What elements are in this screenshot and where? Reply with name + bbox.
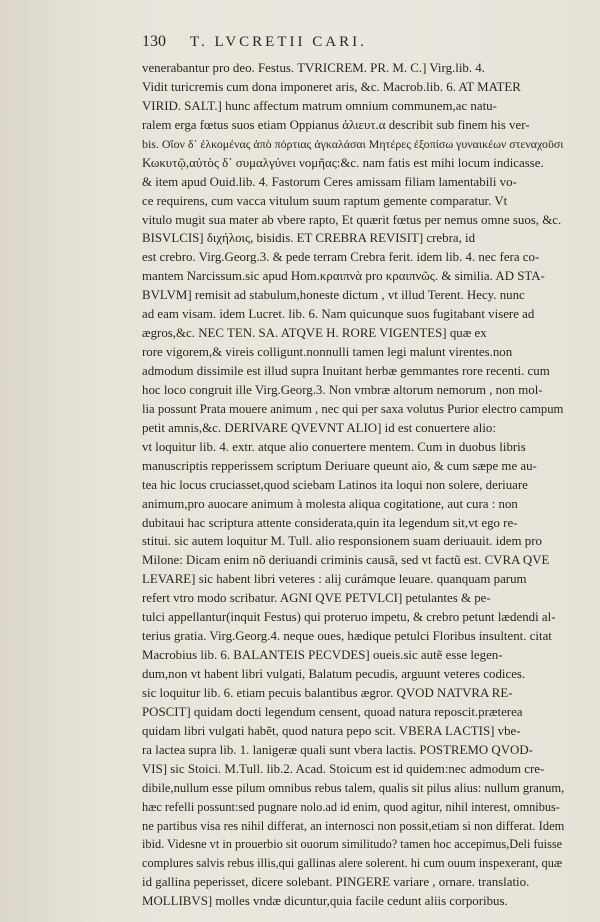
text-line: dibile,nullum esse pilum omnibus rebus talem, qualis sit pilus alius: nullum granum, [142, 780, 564, 795]
text-line: VIRID. SALT.] hunc affectum matrum omnium communem,ac natu- [142, 98, 497, 113]
text-line: LEVARE] sic habent libri veteres : alij curámque leuare. quanquam parum [142, 572, 527, 587]
text-line: POSCIT] quidam docti legendum censent, quoad natura reposcit.præterea [142, 704, 523, 719]
text-line: est crebro. Virg.Georg.3. & pede terram Crebra ferit. idem lib. 4. nec fera co- [142, 250, 540, 265]
text-line: admodum dissimile est illud supra Inuitant herbæ gemmantes rore recenti. cum [142, 364, 550, 378]
text-line: dubitaui hac scriptura attente considerata,quin ita legendum sit,vt ego re- [142, 515, 518, 530]
text-line: BVLVM] remisit ad stabulum,honeste dictum , vt illud Terent. Hecy. nunc [142, 288, 525, 303]
text-line: stitui. sic autem loquitur M. Tull. alio responsionem suam deriuauit. idem pro [142, 534, 542, 549]
text-line: terius gratia. Virg.Georg.4. neque oues, hædique petulci Floribus insultent. citat [142, 629, 552, 644]
text-line: manuscriptis repperissem scriptum Deriuare queunt aio, & cum sæpe me au- [142, 458, 537, 473]
text-line: quidam libri vulgati habẽt, quod natura pepo scit. VBERA LACTIS] vbe- [142, 723, 521, 738]
text-line: Vidit turicremis cum dona imponeret aris, &c. Macrob.lib. 6. AT MATER [142, 79, 521, 94]
text-line: Macrobius lib. 6. BALANTEIS PECVDES] oueis.sic autẽ esse legen- [142, 648, 503, 663]
text-line: ad eam visam. idem Lucret. lib. 6. Nam quicunque suos fugitabant visere ad [142, 307, 535, 322]
text-line: ibid. Videsne vt in prouerbio sit ouorum similitudo? tamen hoc accepimus,Deli fuisse [142, 837, 563, 852]
text-line: dum,non vt habent libri vulgati, Balatum pecudis, arguunt veteres codices. [142, 667, 526, 681]
text-line: sic loquitur lib. 6. etiam pecuis balantibus ægror. QVOD NATVRA RE- [142, 685, 513, 700]
running-header [142, 33, 564, 53]
text-line: petit amnis,&c. DERIVARE QVEVNT ALIO] id est conuertere alio: [142, 420, 496, 435]
text-line: MOLLIBVS] molles vndæ dicuntur,quia facile cedunt aliis corporibus. [142, 894, 508, 909]
text-line: lia possunt Prata mouere animum , nec qui per saxa volutus Purior electro campum [142, 401, 564, 416]
text-line: refert vtro modo scribatur. AGNI QVE PETVLCI] petulantes & pe- [142, 591, 491, 606]
text-line: rore vigorem,& vireis colligunt.nonnulli tamen legi malunt virentes.non [142, 345, 513, 360]
running-head-title: T. LVCRETII CARI. [190, 34, 367, 50]
text-line: ralem erga fœtus suos etiam Oppianus ἁλιευτ.α describit sub finem his ver- [142, 117, 530, 132]
text-line: Milone: Dicam enim nõ deriuandi criminis causâ, sed vt factũ est. CVRA QVE [142, 553, 550, 568]
text-line: hoc loco congruit ille Virg.Georg.3. Non vmbræ altorum nemorum , non mol- [142, 382, 543, 397]
text-line: venerabantur pro deo. Festus. TVRICREM. PR. M. C.] Virg.lib. 4. [142, 61, 485, 75]
text-line: vt loquitur lib. 4. extr. atque alio conuertere mentem. Cum in duobus libris [142, 439, 526, 454]
text-line: ægros,&c. NEC TEN. SA. ATQVE H. RORE VIGENTES] quæ ex [142, 326, 487, 341]
text-line: id gallina peperisset, dicere solebant. PINGERE variare , ornare. translatio. [142, 875, 530, 890]
text-line: & item apud Ouid.lib. 4. Fastorum Ceres amissam filiam lamentabili vo- [142, 174, 517, 189]
text-line: bis. Οἵον δ᾽ ἐλκομένας ἀπὸ πόρτιας ἀγκαλάσαι Μητέρες ἐξοπίσω γυναικέων στεναχοῦσι [142, 136, 564, 151]
text-line: tea hic locus cruciasset,quod sciebam Latinos ita loqui non solere, deriuare [142, 477, 528, 492]
text-line: hæc refelli possunt:sed pugnare nolo.ad id enim, quod agitur, nihil interest, omnibus- [142, 799, 560, 814]
commentary-text [142, 59, 564, 911]
text-line: ce requirens, cum vacca vitulum suum raptum gemente comparatur. Vt [142, 193, 508, 208]
text-line: mantem Narcissum.sic apud Hom.κραιπνὰ pro κραιπνῶς. & similia. AD STA- [142, 269, 545, 284]
text-line: complures salvis rebus illis,qui gallinas alere solerent. hi cum ouum inspexerant, quæ [142, 856, 563, 871]
page-number: 130 [142, 33, 166, 50]
text-line: ra lactea supra lib. 1. lanigeræ quali sunt vbera lactis. POSTREMO QVOD- [142, 742, 533, 757]
text-line: BISVLCIS] διχήλοις, bisidis. ET CREBRA REVISIT] crebra, id [142, 231, 476, 246]
text-line: tulci appellantur(inquit Festus) qui proteruo impetu, & crebro petunt lædendi al- [142, 610, 556, 625]
text-line: ne partibus visa res nihil differat, an internosci non possit,etiam si non differat. Idem [142, 818, 564, 833]
text-line: VIS] sic Stoici. M.Tull. lib.2. Acad. Stoicum est id quidem:nec admodum cre- [142, 761, 545, 776]
text-line: Κωκυτῷ,αὐτὸς δ᾽ συμαλγύνει νομῆας:&c. nam fatis est mihi locum indicasse. [142, 155, 544, 170]
text-line: animum,pro auocare animum à molesta aliqua cogitatione, aut cura : non [142, 496, 518, 511]
text-line: vitulo mugit sua mater ab vbere rapto, Et quærit fœtus per nemus omne suos, &c. [142, 212, 562, 227]
